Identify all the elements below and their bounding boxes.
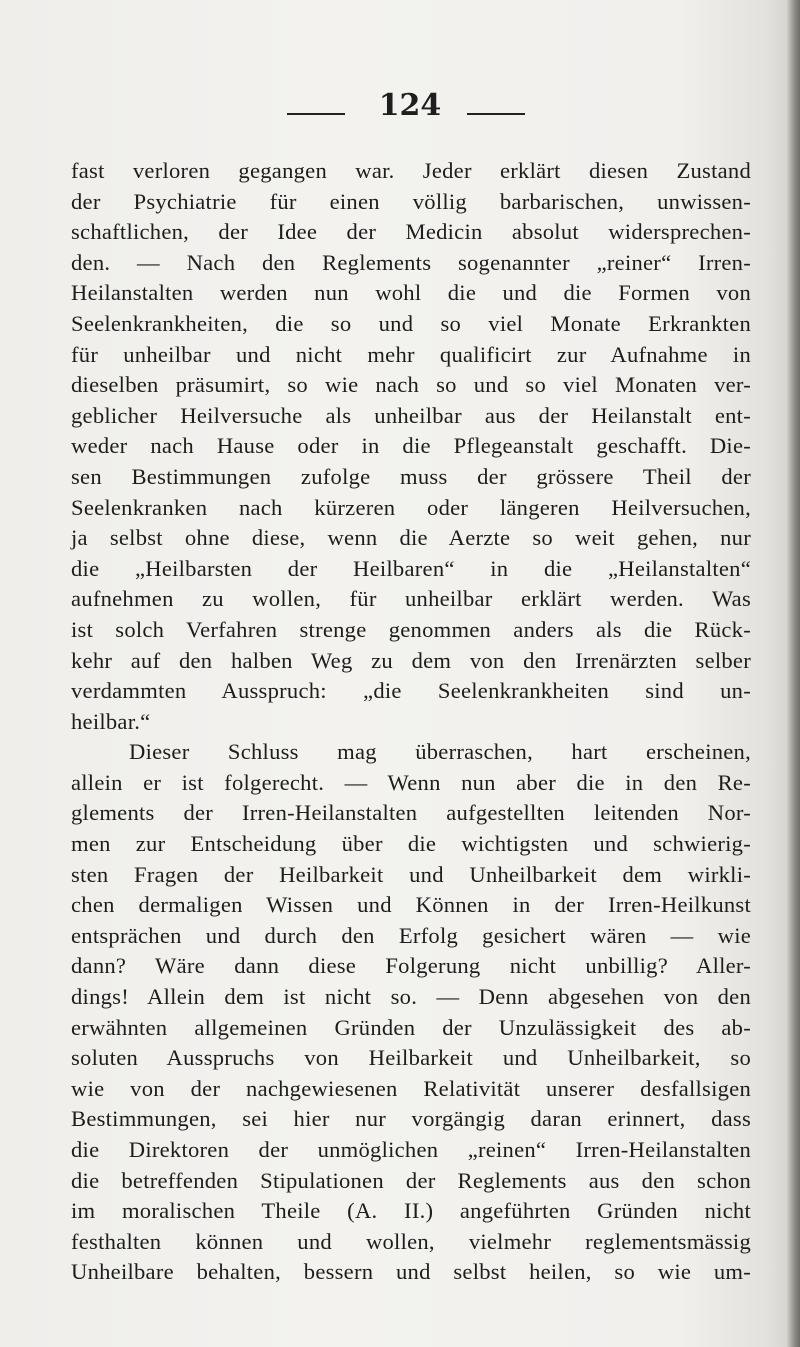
text-line: ist solch Verfahren strenge genommen anders als die Rück- — [71, 616, 751, 642]
text-line: aufnehmen zu wollen, für unheilbar erklärt werden. Was — [71, 586, 751, 612]
text-line: sen Bestimmungen zufolge muss der grössere Theil der — [71, 463, 751, 489]
text-line: heilbar.“ — [71, 708, 151, 734]
text-line: schaftlichen, der Idee der Medicin absolut widersprechen- — [71, 219, 751, 245]
text-line: Bestimmungen, sei hier nur vorgängig daran erinnert, dass — [71, 1106, 751, 1132]
text-line: chen dermaligen Wissen und Können in der Irren-Heilkunst — [71, 892, 751, 918]
text-line: fast verloren gegangen war. Jeder erklärt diesen Zustand — [71, 158, 751, 183]
text-line: für unheilbar und nicht mehr qualificirt zur Aufnahme in — [71, 341, 751, 367]
text-line: im moralischen Theile (A. II.) angeführten Gründen nicht — [71, 1198, 751, 1224]
text-line: Unheilbare behalten, bessern und selbst heilen, so wie um- — [71, 1259, 751, 1285]
text-line: dings! Allein dem ist nicht so. — Denn abgesehen von den — [71, 984, 751, 1010]
text-line: geblicher Heilversuche als unheilbar aus der Heilanstalt ent- — [71, 402, 751, 428]
page-header — [0, 88, 800, 128]
text-line: Seelenkrankheiten, die so und so viel Monate Erkrankten — [71, 310, 751, 336]
text-line: Seelenkranken nach kürzeren oder längeren Heilversuchen, — [71, 494, 751, 520]
text-line: der Psychiatrie für einen völlig barbarischen, unwissen- — [71, 188, 751, 214]
text-line: soluten Ausspruchs von Heilbarkeit und Unheilbarkeit, so — [71, 1045, 751, 1071]
text-line: dann? Wäre dann diese Folgerung nicht unbillig? Aller- — [71, 953, 751, 979]
text-line: die „Heilbarsten der Heilbaren“ in die „Heilanstalten“ — [71, 555, 751, 581]
text-line: Dieser Schluss mag überraschen, hart erscheinen, — [129, 739, 751, 765]
text-line: weder nach Hause oder in die Pflegeanstalt geschafft. Die- — [71, 433, 751, 459]
page-number: 124 — [378, 88, 442, 123]
header-rule-right — [467, 113, 525, 115]
text-line: verdammten Ausspruch: „die Seelenkrankheiten sind un- — [71, 678, 751, 704]
text-line: die Direktoren der unmöglichen „reinen“ Irren-Heilanstalten — [71, 1137, 751, 1162]
text-line: wie von der nachgewiesenen Relativität unserer desfallsigen — [71, 1075, 751, 1101]
text-line: men zur Entscheidung über die wichtigsten und schwierig- — [71, 831, 751, 857]
text-line: entsprächen und durch den Erfolg gesichert wären — wie — [71, 922, 751, 948]
text-line: glements der Irren-Heilanstalten aufgestellten leitenden Nor- — [71, 800, 751, 826]
text-line: den. — Nach den Reglements sogenannter „reiner“ Irren- — [71, 249, 751, 275]
text-line: erwähnten allgemeinen Gründen der Unzulässigkeit des ab- — [71, 1014, 751, 1040]
text-line: festhalten können und wollen, vielmehr reglementsmässig — [71, 1228, 751, 1254]
text-line: kehr auf den halben Weg zu dem von den Irrenärzten selber — [71, 647, 751, 673]
header-rule-left — [287, 113, 345, 115]
text-line: dieselben präsumirt, so wie nach so und so viel Monaten ver- — [71, 372, 751, 398]
text-line: Heilanstalten werden nun wohl die und die Formen von — [71, 280, 751, 306]
text-line: allein er ist folgerecht. — Wenn nun aber die in den Re- — [71, 769, 751, 795]
page-edge-shadow — [786, 0, 800, 1347]
text-line: sten Fragen der Heilbarkeit und Unheilbarkeit dem wirkli- — [71, 861, 751, 887]
text-line: die betreffenden Stipulationen der Reglements aus den schon — [71, 1167, 751, 1193]
text-line: ja selbst ohne diese, wenn die Aerzte so weit gehen, nur — [71, 525, 751, 551]
body-text — [71, 156, 751, 1288]
